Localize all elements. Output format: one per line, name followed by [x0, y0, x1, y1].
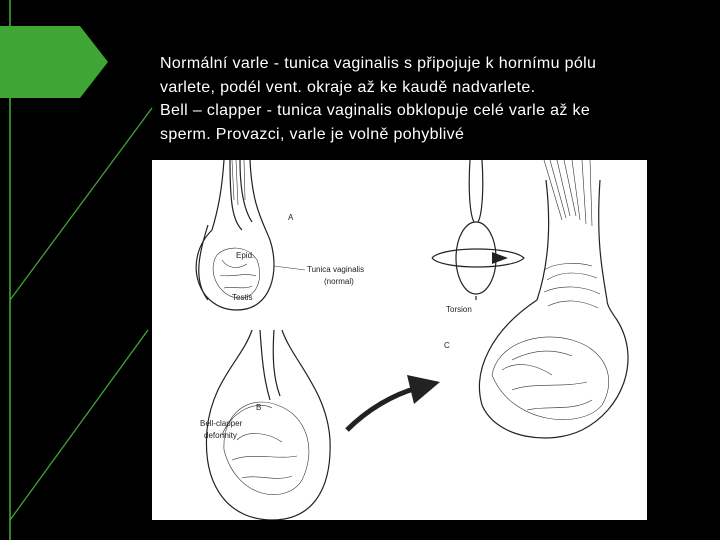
accent-diagonal-line-2: [10, 330, 148, 520]
text-line: Normální varle - tunica vaginalis s připojuje k hornímu pólu: [160, 55, 597, 72]
slide-body-text: [160, 52, 680, 146]
torsion-rotation-icon: [432, 160, 524, 300]
epid-label: Epid.: [236, 251, 255, 260]
tunica-label-line1: Tunica vaginalis: [307, 265, 365, 274]
bell-clapper-label-line1: Bell-clapper: [200, 419, 243, 428]
panel-b-label: B: [256, 403, 262, 412]
text-line: varlete, podél vent. okraje až ke kaudě nadvarlete.: [160, 78, 536, 96]
panel-c-label: C: [444, 341, 450, 350]
panel-a-label: A: [288, 213, 294, 222]
panel-a-drawing: [196, 160, 274, 310]
text-line: Bell – clapper - tunica vaginalis obklopuje celé varle až ke: [160, 102, 591, 119]
tunica-label-line2: (normal): [324, 277, 354, 286]
testis-label: Testis: [232, 293, 253, 302]
anatomy-illustration: [152, 160, 647, 520]
tunica-pointer: [274, 266, 305, 270]
text-line: sperm. Provazci, varle je volně pohyblivé: [160, 125, 465, 143]
bell-clapper-label-line2: deformity: [204, 431, 237, 440]
accent-diagonal-line-1: [10, 108, 152, 300]
progression-arrow: [347, 375, 440, 430]
torsion-label: Torsion: [446, 305, 472, 314]
panel-c-drawing: [479, 160, 628, 438]
green-arrow-tab: [0, 26, 108, 98]
